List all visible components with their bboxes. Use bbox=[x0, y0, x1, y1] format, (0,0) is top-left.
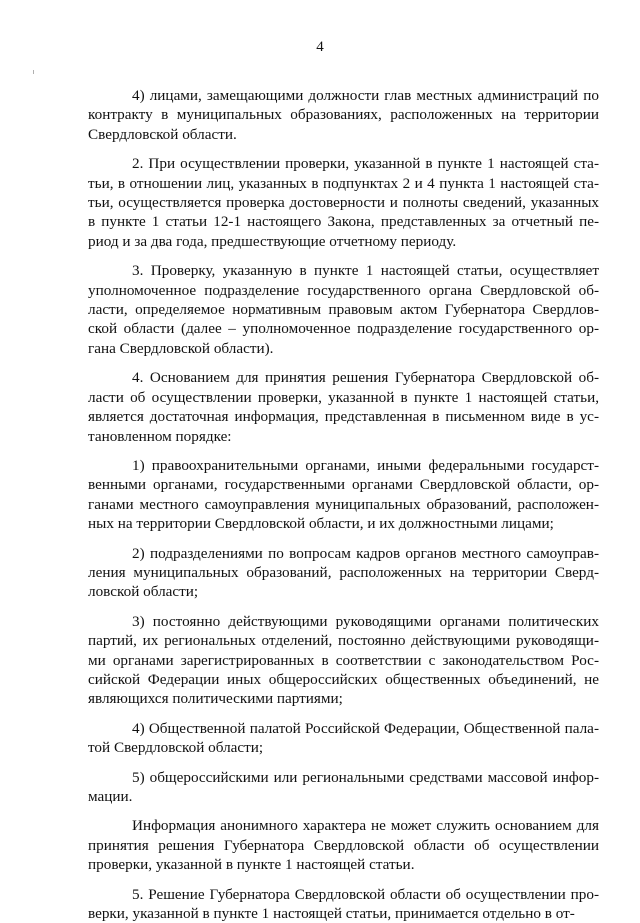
paragraph-4-2-personnel-units: 2) подразделениями по вопросам кадров органов местного самоуправления муниципальных образований, расположенных на территории Свердловской области; bbox=[88, 544, 599, 601]
paragraph-4-grounds: 4. Основанием для принятия решения Губернатора Свердловской области об осуществлении проверки, указанной в пункте 1 настоящей статьи, является достаточная информация, представленная в письменном виде в установленном порядке: bbox=[88, 369, 599, 445]
paragraph-2-verification-scope: 2. При осуществлении проверки, указанной в пункте 1 настоящей статьи, в отношении лиц, указанных в подпунктах 2 и 4 пункта 1 настоящей статьи, осуществляется проверка достоверности и полноты сведений, указанных в пункте 1 статьи 12-1 настоящего Закона, представленных за отчетный период и за два года, предшествующие отчетному периоду. bbox=[88, 155, 599, 250]
paragraph-4-3-political-parties: 3) постоянно действующими руководящими органами политических партий, их региональных отделений, постоянно действующими руководящими органами зарегистрированных в соответствии с законодательством Российской Федерации иных общероссийских общественных объединений, не являющихся политическими партиями; bbox=[88, 612, 599, 708]
paragraph-4-1-law-enforcement: 1) правоохранительными органами, иными федеральными государственными органами, государственными органами Свердловской области, органами местного самоуправления муниципальных образований, расположенных на территории Свердловской области, и их должностными лицами; bbox=[88, 456, 599, 533]
scan-mark bbox=[33, 70, 34, 74]
paragraph-4-5-mass-media: 5) общероссийскими или региональными средствами массовой информации. bbox=[88, 768, 599, 805]
paragraph-5-decision: 5. Решение Губернатора Свердловской области об осуществлении проверки, указанной в пункте 1 настоящей статьи, принимается отдельно в от- bbox=[88, 885, 599, 923]
paragraph-4-4-public-chambers: 4) Общественной палатой Российской Федерации, Общественной палатой Свердловской области; bbox=[88, 719, 599, 757]
paragraph-1-4-heads-of-administrations: 4) лицами, замещающими должности глав местных администраций по контракту в муниципальных образованиях, расположенных на территории Свердловской области. bbox=[88, 87, 599, 143]
paragraph-anonymous-information: Информация анонимного характера не может служить основанием для принятия решения Губернатора Свердловской области об осуществлении проверки, указанной в пункте 1 настоящей статьи. bbox=[88, 817, 599, 874]
paragraph-3-authorized-unit: 3. Проверку, указанную в пункте 1 настоящей статьи, осуществляет уполномоченное подразделение государственного органа Свердловской области, определяемое нормативным правовым актом Губернатора Свердловской области (далее – уполномоченное подразделение государственного органа Свердловской области). bbox=[88, 262, 599, 357]
document-body bbox=[88, 86, 599, 923]
page-number: 4 bbox=[316, 39, 324, 55]
